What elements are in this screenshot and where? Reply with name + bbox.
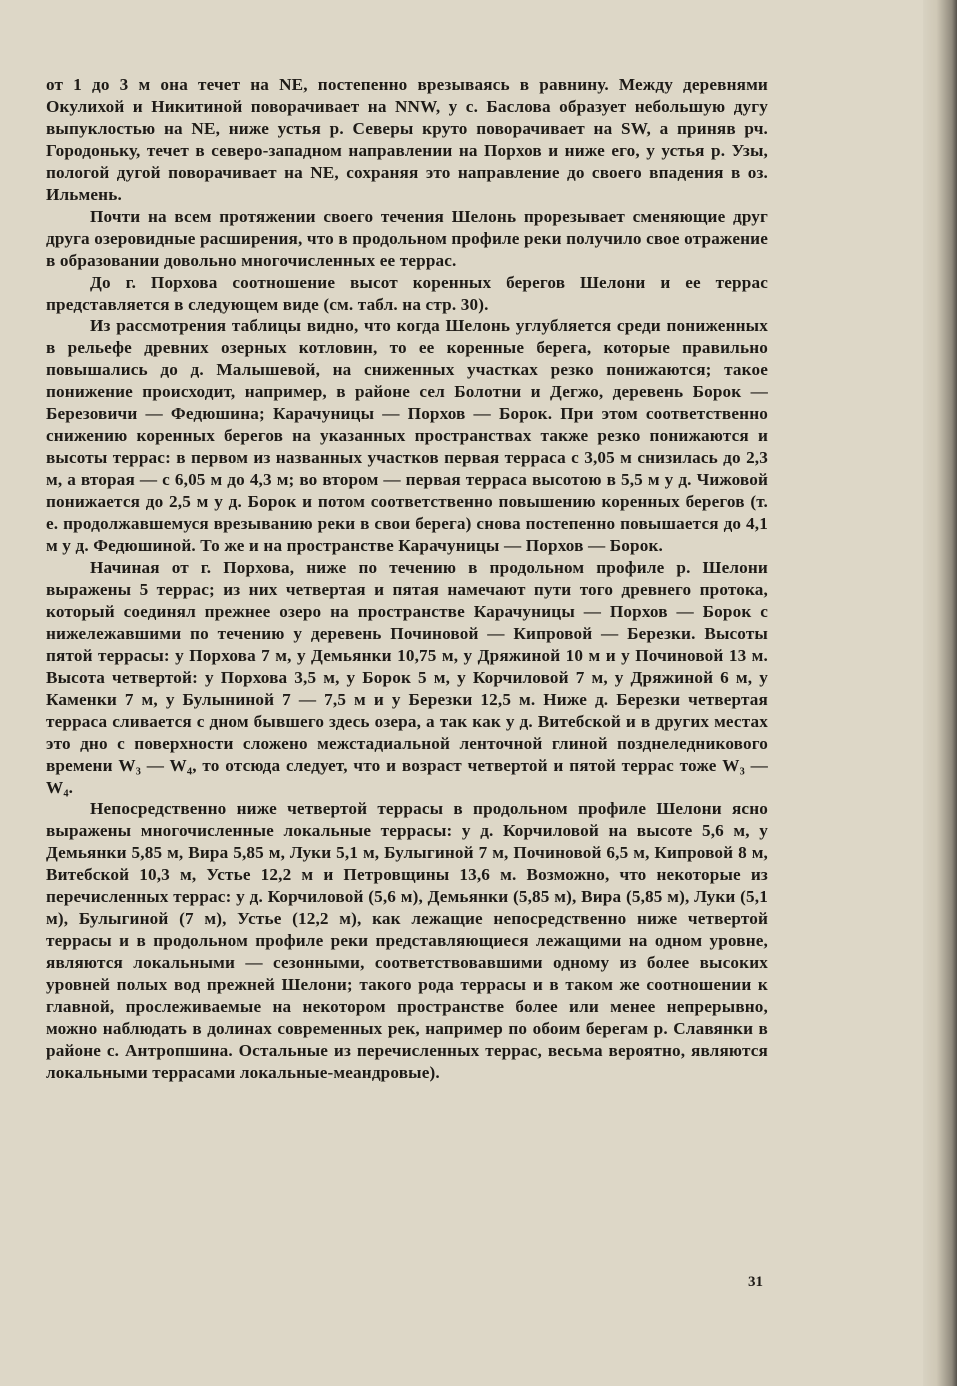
paragraph-3: До г. Порхова соотношение высот коренных берегов Шелони и ее террас представляется в следующем виде (см. табл. на стр. 30). bbox=[46, 272, 768, 314]
body-text bbox=[46, 74, 768, 1084]
paragraph-1: от 1 до 3 м она течет на NE, постепенно врезываясь в равнину. Между деревнями Окулихой и Никитиной поворачивает на NNW, у с. Баслова образует небольшую дугу выпуклостью на NE, ниже устья р. Северы круто поворачивает на SW, а приняв рч. Городоньку, течет в северо-западном направлении на Порхов и ниже его, у устья р. Узы, пологой дугой поворачивает на NE, сохраняя это направление до своего впадения в оз. Ильмень. bbox=[46, 75, 768, 204]
paragraph-2: Почти на всем протяжении своего течения Шелонь прорезывает сменяющие друг друга озеровидные расширения, что в продольном профиле реки получило свое отражение в образовании довольно многочисленных ее террас. bbox=[46, 206, 768, 270]
page-number: 31 bbox=[748, 1274, 763, 1290]
paragraph-6: Непосредственно ниже четвертой террасы в продольном профиле Шелони ясно выражены многочисленные локальные террасы: у д. Корчиловой на высоте 5,6 м, у Демьянки 5,85 м, Вира 5,85 м, Луки 5,1 м, Булыгиной 7 м, Починовой 6,5 м, Кипровой 8 м, Витебской 10,3 м, Устье 12,2 м и Петровщины 13,6 м. Возможно, что некоторые из перечисленных террас: у д. Корчиловой (5,6 м), Демьянки (5,85 м), Вира (5,85 м), Луки (5,1 м), Булыгиной (7 м), Устье (12,2 м), как лежащие непосредственно ниже четвертой террасы и в продольном профиле реки представляющиеся лежащими на одном уровне, являются локальными — сезонными, соответствовавшими одному из более высоких уровней полых вод прежней Шелони; такого рода террасы и в таком же соотношении к главной, прослеживаемые на некотором пространстве более или менее непрерывно, можно наблюдать в долинах современных рек, например по обоим берегам р. Славянки в районе с. Антропшина. Остальные из перечисленных террас, весьма вероятно, являются локальными террасами локальные-меандровые). bbox=[46, 799, 768, 1082]
page-edge-shadow bbox=[923, 0, 957, 1386]
paragraph-5: Начиная от г. Порхова, ниже по течению в продольном профиле р. Шелони выражены 5 террас; из них четвертая и пятая намечают пути того древнего протока, который соединял прежнее озеро на пространстве Карачуницы — Порхов — Борок с нижележавшими по течению у деревень Починовой — Кипровой — Березки. Высоты пятой террасы: у Порхова 7 м, у Демьянки 10,75 м, у Дряжиной 10 м и у Починовой 13 м. Высота четвертой: у Порхова 3,5 м, у Борок 5 м, у Корчиловой 7 м, у Дряжиной 6 м, у Каменки 7 м, у Булыниной 7 — 7,5 м и у Березки 12,5 м. Ниже д. Березки четвертая терраса сливается с дном бывшего здесь озера, а так как у д. Витебской и в других местах это дно с поверхности сложено межстадиальной ленточной глиной позднеледникового времени W₃ — W₄, то отсюда следует, что и возраст четвертой и пятой террас тоже W₃ — W₄. bbox=[46, 557, 768, 797]
paragraph-4: Из рассмотрения таблицы видно, что когда Шелонь углубляется среди пониженных в рельефе древних озерных котловин, то ее коренные берега, которые правильно повышались до д. Малышевой, на сниженных участках резко понижаются; такое понижение происходит, например, в районе сел Болотни и Дегжо, деревень Борок — Березовичи — Федюшина; Карачуницы — Порхов — Борок. При этом соответственно снижению коренных берегов на указанных пространствах также резко понижаются и высоты террас: в первом из названных участков первая терраса с 3,05 м снизилась до 2,3 м, а вторая — с 6,05 м до 4,3 м; во втором — первая терраса высотою в 5,5 м у д. Чижовой понижается до 2,5 м у д. Борок и потом соответственно повышению коренных берегов (т. е. продолжавшемуся врезыванию реки в свои берега) снова постепенно повышается до 4,1 м у д. Федюшиной. То же и на пространстве Карачуницы — Порхов — Борок. bbox=[46, 316, 768, 556]
